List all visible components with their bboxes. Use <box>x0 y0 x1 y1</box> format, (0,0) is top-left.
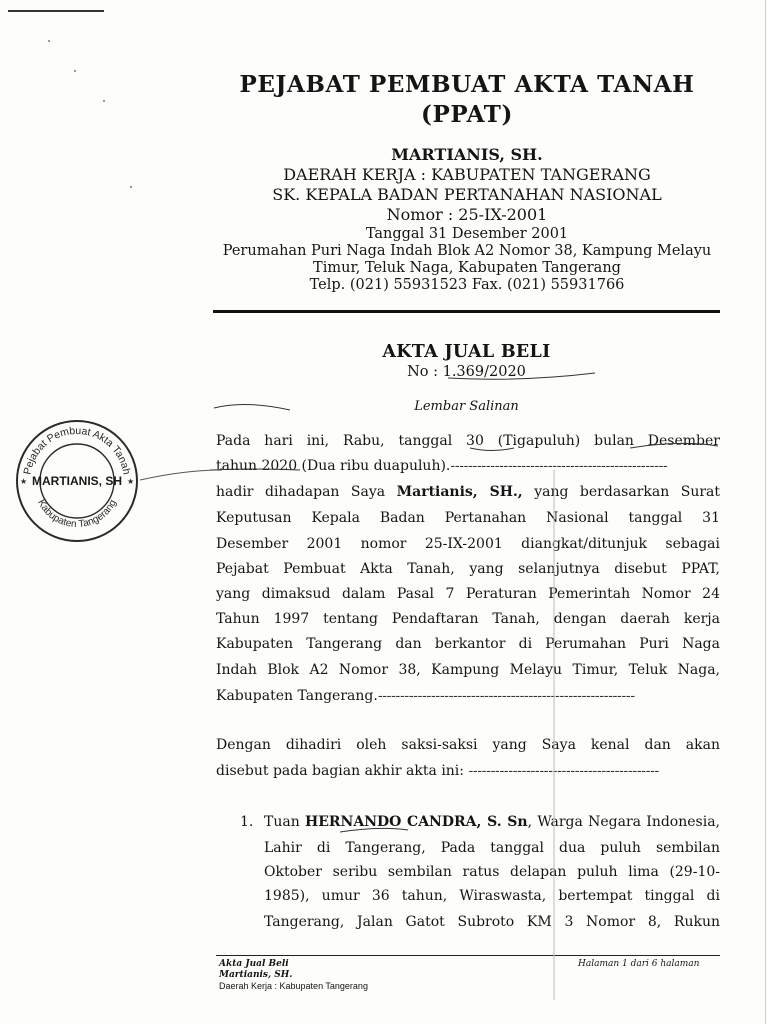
body-text: yang berdasarkan Surat <box>534 484 721 500</box>
party-line: Tangerang, Jalan Gatot Subroto KM 3 Nomor 8, Rukun <box>264 914 720 930</box>
body-line: Indah Blok A2 Nomor 38, Kampung Melayu Timur, Teluk Naga, <box>216 662 720 678</box>
party-name: HERNANDO CANDRA, S. Sn <box>305 814 528 830</box>
copy-label: Lembar Salinan <box>414 399 519 414</box>
body-line: Pejabat Pembuat Akta Tanah, yang selanjutnya disebut PPAT, <box>216 561 720 577</box>
pen-stroke <box>210 469 300 470</box>
body-line: Tahun 1997 tentang Pendaftaran Tanah, dengan daerah kerja <box>216 611 720 627</box>
filler-dashes: ------------------------------------------------- <box>450 458 668 474</box>
party-line: Oktober seribu sembilan ratus delapan puluh lima (29-10- <box>264 864 720 880</box>
pen-stroke <box>140 470 222 480</box>
phone-fax: Telp. (021) 55931523 Fax. (021) 55931766 <box>309 277 625 293</box>
stamp-center-name: MARTIANIS, SH <box>32 474 122 488</box>
sk-line: SK. KEPALA BADAN PERTANAHAN NASIONAL <box>272 185 662 204</box>
body-line: Keputusan Kepala Badan Pertanahan Nasional tanggal 31 <box>216 510 720 526</box>
address-line1: Perumahan Puri Naga Indah Blok A2 Nomor 38, Kampung Melayu <box>222 243 712 259</box>
footer-deed-name: Akta Jual Beli <box>219 959 289 969</box>
stamp-arc-bottom: Kabupaten Tangerang <box>35 497 119 531</box>
sk-number: Nomor : 25-IX-2001 <box>386 205 548 224</box>
body-line: Pada hari ini, Rabu, tanggal 30 (Tigapuluh) bulan Desember <box>216 433 720 449</box>
letterhead-title-line1: PEJABAT PEMBUAT AKTA TANAH <box>239 71 695 98</box>
body-text: , Warga Negara Indonesia, <box>527 814 720 830</box>
pen-stroke <box>214 404 290 410</box>
deed-title: AKTA JUAL BELI <box>382 342 551 362</box>
pen-stroke <box>470 448 514 451</box>
body-line: Kabupaten Tangerang dan berkantor di Perumahan Puri Naga <box>216 636 720 652</box>
filler-dashes: ---------------------------------------------------------- <box>377 688 635 704</box>
body-text: disebut pada bagian akhir akta ini: <box>216 763 465 779</box>
deed-number: No : 1.369/2020 <box>407 364 526 380</box>
title-prefix: Tuan <box>264 814 300 830</box>
address-line2: Timur, Teluk Naga, Kabupaten Tangerang <box>313 260 621 276</box>
sk-date: Tanggal 31 Desember 2001 <box>365 226 569 242</box>
stamp-star-icon: ★ <box>127 477 135 486</box>
body-line: Desember 2001 nomor 25-IX-2001 diangkat/ditunjuk sebagai <box>216 536 720 552</box>
party-line: Lahir di Tangerang, Pada tanggal dua puluh sembilan <box>264 840 720 856</box>
footer-page-number: Halaman 1 dari 6 halaman <box>578 959 700 969</box>
notary-name: MARTIANIS, SH. <box>391 145 543 164</box>
party-line: 1985), umur 36 tahun, Wiraswasta, bertempat tinggal di <box>264 888 720 904</box>
filler-dashes: ------------------------------------------- <box>468 763 659 779</box>
body-text: tahun 2020 (Dua ribu duapuluh). <box>216 458 451 474</box>
list-number: 1. <box>240 814 254 830</box>
pen-stroke <box>340 828 408 832</box>
stamp-star-icon: ★ <box>20 477 28 486</box>
official-stamp <box>14 418 140 544</box>
body-line: Dengan dihadiri oleh saksi-saksi yang Saya kenal dan akan <box>216 737 720 753</box>
pen-stroke <box>630 443 718 448</box>
footer-notary: Martianis, SH. <box>219 970 293 980</box>
work-area: DAERAH KERJA : KABUPATEN TANGERANG <box>283 165 651 184</box>
letterhead-title-line2: (PPAT) <box>421 101 513 128</box>
body-line: yang dimaksud dalam Pasal 7 Peraturan Pemerintah Nomor 24 <box>216 586 720 602</box>
pen-stroke <box>448 373 595 379</box>
notary-name-inline: Martianis, SH., <box>396 484 523 500</box>
body-text: hadir dihadapan Saya <box>216 484 386 500</box>
footer-work-area: Daerah Kerja : Kabupaten Tangerang <box>219 981 368 991</box>
body-text: Kabupaten Tangerang. <box>216 688 378 704</box>
stamp-arc-top: Pejabat Pembuat Akta Tanah <box>21 424 133 476</box>
